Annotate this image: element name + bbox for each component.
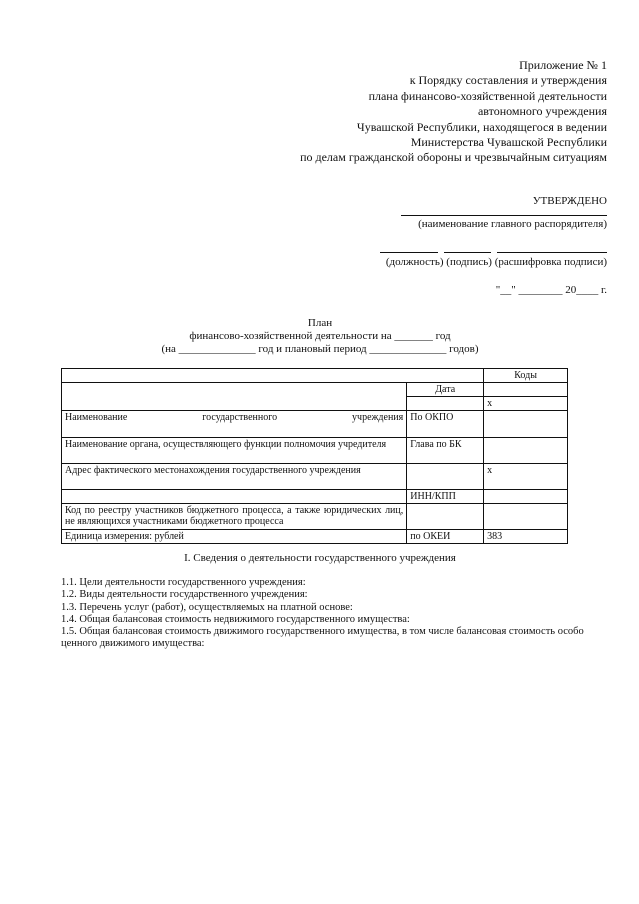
manager-caption: (наименование главного распорядителя) [418, 218, 607, 230]
approval-title: УТВЕРЖДЕНО [532, 195, 607, 207]
appendix-line: к Порядку составления и утверждения [409, 73, 607, 88]
blank-cell [407, 397, 484, 411]
registry-code-cell [407, 504, 484, 530]
glava-label: Глава по БК [407, 438, 484, 464]
list-item: 1.2. Виды деятельности государственного учреждения: [61, 589, 308, 601]
appendix-header [300, 58, 607, 166]
appendix-line: Приложение № 1 [519, 58, 607, 72]
section-items [61, 577, 584, 651]
blank-cell [62, 490, 407, 504]
list-item: 1.4. Общая балансовая стоимость недвижимого государственного имущества: [61, 613, 410, 625]
okei-value: 383 [484, 530, 568, 544]
institution-label: Наименование государственного учреждения [62, 411, 407, 438]
list-item: 1.5. Общая балансовая стоимость движимого государственного имущества, в том числе балансовая стоимость особо [61, 626, 584, 638]
address-label: Адрес фактического местонахождения государственного учреждения [62, 464, 407, 490]
registry-value [484, 504, 568, 530]
signature-line [444, 252, 491, 253]
unit-label: Единица измерения: рублей [62, 530, 407, 544]
blank-cell [62, 397, 407, 411]
name-decode-line [497, 252, 607, 253]
okei-label: по ОКЕИ [407, 530, 484, 544]
list-item: ценного движимого имущества: [61, 638, 205, 650]
authority-label: Наименование органа, осуществляющего функции полномочия учредителя [62, 438, 407, 464]
plan-subtitle: финансово-хозяйственной деятельности на _______ год [189, 330, 451, 342]
glava-value [484, 438, 568, 464]
appendix-line: плана финансово-хозяйственной деятельности [368, 88, 607, 103]
approval-date: "__" ________ 20____ г. [495, 284, 607, 296]
registry-label: Код по реестру участников бюджетного процесса, а также юридических лиц, не являющихся участниками бюджетного процесса [62, 504, 407, 530]
okpo-value [484, 411, 568, 438]
signature-caption: (должность) (подпись) (расшифровка подписи) [385, 256, 607, 268]
x-mark: x [484, 464, 568, 490]
table-header-blank [62, 369, 484, 383]
x-mark: x [484, 397, 568, 411]
address-code-cell [407, 464, 484, 490]
appendix-line: Чувашской Республики, находящегося в ведении [356, 119, 607, 134]
institution-info-table [61, 368, 568, 544]
section-title: I. Сведения о деятельности государственного учреждения [184, 552, 456, 564]
appendix-line: Министерства Чувашской Республики [410, 135, 607, 150]
inn-value [484, 490, 568, 504]
appendix-line: автономного учреждения [477, 104, 607, 119]
list-item: 1.3. Перечень услуг (работ), осуществляемых на платной основе: [61, 601, 353, 613]
date-code-cell [484, 383, 568, 397]
inn-label: ИНН/КПП [407, 490, 484, 504]
appendix-line: по делам гражданской обороны и чрезвычайным ситуациям [300, 150, 607, 165]
plan-title: План [307, 317, 333, 329]
date-label: Дата [407, 383, 484, 397]
blank-cell [62, 383, 407, 397]
position-line [380, 252, 438, 253]
okpo-label: По ОКПО [407, 411, 484, 438]
manager-signature-line [401, 215, 607, 216]
codes-header: Коды [484, 369, 568, 383]
list-item: 1.1. Цели деятельности государственного учреждения: [61, 577, 306, 588]
plan-period: (на ______________ год и плановый период ______________ годов) [161, 343, 479, 355]
